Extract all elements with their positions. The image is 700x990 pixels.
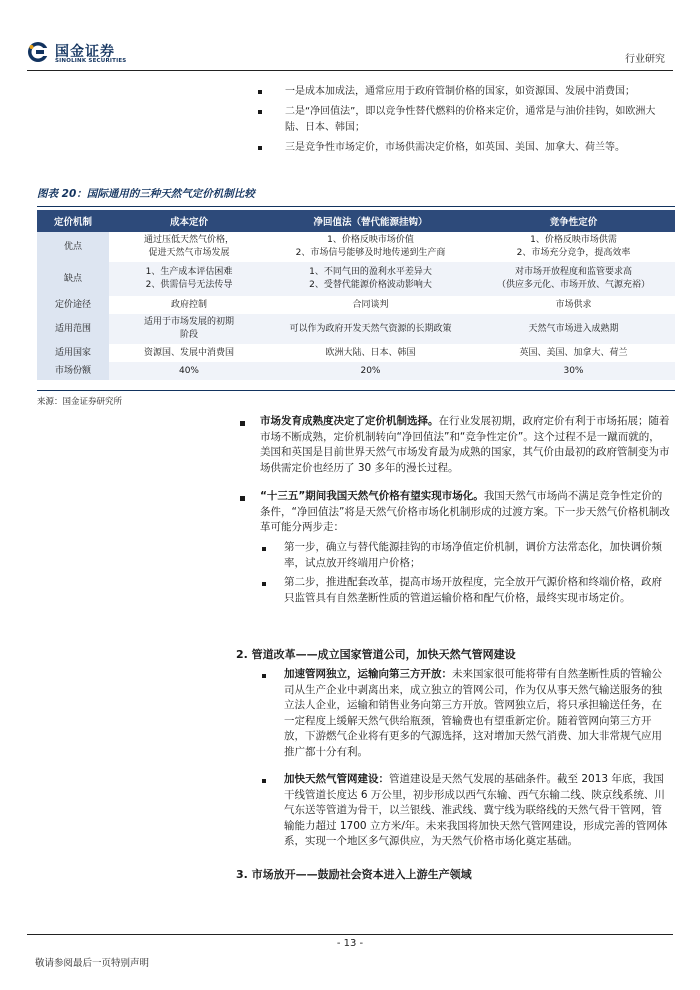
table-cell: 市场供求	[555, 299, 592, 310]
table-row	[37, 232, 675, 262]
table-cell: 30%	[472, 362, 675, 380]
item-body: 未来国家很可能将带有自然垄断性质的管输公司从生产企业中剥离出来，成立独立的管网公司，作为仅从事天然气输送服务的独立法人企业，运输和销售业务向第三方开放。管网独立后，将只承担输送任务，在一定程度上缓解天然气供给瓶颈，管输费也有望重新定价。随着管网向第三方开放，下游燃气企业将有更多的气源选择，这对增加天然气消费、加大非常规气应用推广都十分有利。	[284, 668, 662, 758]
table-cell: 1、价格反映市场价值 2、市场信号能够及时地传递到生产商	[295, 235, 446, 258]
item-body: 管道建设是天然气发展的基础条件。截至 2013 年底，我国干线管道长度达 6 万公里，初步形成以西气东输、西气东输二线、陕京线系统、川气东送等管道为骨干，以兰银线、淮武线、冀宁线为联络线的天然气骨干管网，管输能力超过 1700 立方米/年。未来我国将加快天然气管网建设，形成完善的管网体系，实现一个地区多气源供应，为天然气价格市场化奠定基础。	[284, 773, 668, 847]
paragraph-pricing-maturity	[260, 414, 670, 476]
header-divider	[27, 70, 673, 71]
company-logo	[27, 40, 137, 70]
column-header: 竞争性定价	[472, 210, 675, 232]
bullet-icon	[240, 496, 245, 501]
list-item	[285, 104, 665, 136]
table-cell: 对市场开放程度和监管要求高 （供应多元化、市场开放、气源充裕）	[472, 262, 675, 296]
paragraph-body: 在行业发展初期，政府定价有利于市场拓展；随着市场不断成熟，定价机制转向“净回值法”和“竞争性定价”。这个过程不是一蹴而就的，美国和英国是目前世界天然气市场发育最为成熟的国家，其气价由最初的政府管制变为市场供需定价也经历了 30 多年的漫长过程。	[260, 415, 670, 474]
table-cell: 天然气市场进入成熟期	[472, 314, 675, 344]
bullet-icon	[262, 582, 266, 586]
section-heading-pipeline: 2. 管道改革——成立国家管道公司，加快天然气管网建设	[236, 648, 516, 661]
paragraph-body: 我国天然气市场尚不满足竞争性定价的条件，“净回值法”将是天然气价格市场化机制形成的过渡方案。下一步天然气价格机制改革可能分两步走：	[260, 490, 670, 533]
item-lead: 加速管网独立，运输向第三方开放：	[284, 668, 452, 680]
bullet-icon	[258, 146, 262, 150]
bullet-icon	[240, 421, 245, 426]
figure-top-rule	[37, 206, 675, 207]
column-header: 成本定价	[109, 210, 269, 232]
table-row	[37, 362, 675, 380]
footer-disclaimer: 敬请参阅最后一页特别声明	[35, 958, 150, 969]
table-cell: 1、生产成本评估困难 2、供需信号无法传导	[109, 262, 269, 296]
intro-bullet-list	[285, 84, 665, 156]
bullet-icon	[262, 547, 266, 551]
intro-bullet-text: 三是竞争性市场定价，市场供需决定价格，如英国、美国、加拿大、荷兰等。	[285, 142, 625, 153]
table-row	[37, 344, 675, 362]
table-row	[37, 296, 675, 314]
figure-title: 图表 20：国际通用的三种天然气定价机制比较	[37, 188, 255, 200]
column-header: 净回值法（替代能源挂钩）	[269, 210, 472, 232]
row-label: 适用范围	[37, 314, 109, 344]
list-item	[285, 84, 665, 100]
bullet-icon	[262, 674, 266, 678]
pipeline-item-construction	[284, 772, 672, 850]
logo-english-name: SINOLINK SECURITIES	[55, 58, 127, 64]
table-cell: 欧洲大陆、日本、韩国	[325, 347, 416, 358]
pipeline-item-independence	[284, 667, 672, 760]
footer-divider	[27, 934, 673, 935]
step-two: 第二步，推进配套改革，提高市场开放程度，完全放开气源价格和终端价格，政府只监管具有自然垄断性质的管道运输价格和配气价格，最终实现市场定价。	[284, 576, 662, 604]
intro-bullet-text: 一是成本加成法，通常应用于政府管制价格的国家，如资源国、发展中消费国；	[285, 86, 635, 97]
row-label: 适用国家	[37, 344, 109, 362]
page-number: - 13 -	[336, 938, 364, 949]
table-cell: 合同谈判	[352, 299, 389, 310]
table-row	[37, 314, 675, 344]
table-cell: 40%	[109, 362, 269, 380]
table-cell: 资源国、发展中消费国	[143, 347, 234, 358]
item-lead: 加快天然气管网建设：	[284, 773, 389, 785]
table-cell: 20%	[269, 362, 472, 380]
figure-source: 来源：国金证券研究所	[37, 397, 123, 407]
table-cell: 政府控制	[170, 299, 207, 310]
column-header: 定价机制	[37, 210, 109, 232]
table-header-row	[37, 210, 675, 232]
bullet-icon	[262, 779, 266, 783]
figure-bottom-rule	[37, 390, 675, 391]
section-heading-market-opening: 3. 市场放开——鼓励社会资本进入上游生产领域	[236, 868, 472, 881]
pricing-mechanism-table	[37, 210, 675, 380]
row-label: 优点	[37, 232, 109, 262]
sinolink-logo-icon	[27, 41, 49, 63]
table-cell: 英国、美国、加拿大、荷兰	[519, 347, 628, 358]
row-label: 缺点	[37, 262, 109, 296]
bullet-icon	[258, 90, 262, 94]
table-cell: 通过压低天然气价格， 促进天然气市场发展	[143, 235, 234, 258]
row-label: 定价途径	[37, 296, 109, 314]
report-section-label: 行业研究	[625, 54, 665, 65]
paragraph-lead: 市场发育成熟度决定了定价机制选择。	[260, 415, 439, 427]
table-cell: 可以作为政府开发天然气资源的长期政策	[269, 314, 472, 344]
table-cell: 1、价格反映市场供需 2、市场充分竞争，提高效率	[516, 235, 631, 258]
table-cell: 1、不同气田的盈利水平差异大 2、受替代能源价格波动影响大	[269, 262, 472, 296]
bullet-icon	[258, 110, 262, 114]
table-row	[37, 262, 675, 296]
row-label: 市场份额	[37, 362, 109, 380]
step-one: 第一步，确立与替代能源挂钩的市场净值定价机制，调价方法常态化，加快调价频率，试点放开终端用户价格；	[284, 541, 662, 569]
list-item	[285, 140, 665, 156]
table-cell: 适用于市场发展的初期 阶段	[109, 314, 269, 344]
logo-chinese-name: 国金证券	[55, 44, 115, 60]
paragraph-13th-five-year	[260, 489, 670, 536]
paragraph-lead: “十三五”期间我国天然气价格有望实现市场化。	[260, 490, 484, 502]
intro-bullet-text: 二是“净回值法”，即以竞争性替代燃料的价格来定价，通常是与油价挂钩，如欧洲大陆、日本、韩国；	[285, 106, 656, 133]
